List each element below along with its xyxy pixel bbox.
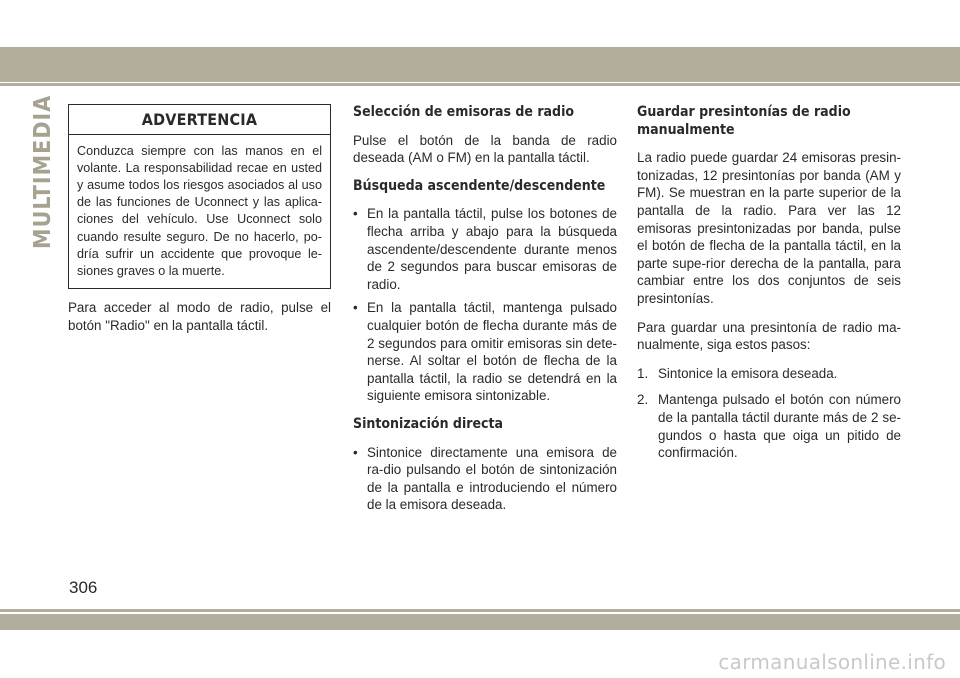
list-item bbox=[637, 365, 901, 383]
footer-rule bbox=[0, 609, 960, 612]
step-number: 2. bbox=[637, 392, 649, 408]
presets-steps bbox=[637, 365, 901, 462]
header-rule bbox=[0, 83, 960, 86]
list-item bbox=[637, 391, 901, 461]
warning-text: Conduzca siempre con las manos en el volante. La responsabilidad recae en usted y asume todos los riesgos asociados al uso de las funciones de Uconnect y las aplica-ciones del vehículo. Use Uconnect solo cuando resulte seguro. De no hacerlo, po-dría sufrir un accidente que provoque le-siones graves o la muerte. bbox=[77, 143, 322, 279]
list-item: • En la pantalla táctil, pulse los botones de flecha arriba y abajo para la búsqueda ascendente/descendente durante menos de 2 segundos para buscar emisoras de radio. bbox=[353, 205, 617, 293]
station-selection-paragraph: Pulse el botón de la banda de radio deseada (AM o FM) en la pantalla táctil. bbox=[353, 132, 617, 166]
heading-station-selection: Selección de emisoras de radio bbox=[353, 104, 575, 120]
column-left bbox=[68, 104, 331, 345]
list-item: • Sintonice directamente una emisora de ra-dio pulsando el botón de sintonización de la pantalla e introduciendo el número de la emisora deseada. bbox=[353, 444, 617, 514]
step-number: 1. bbox=[637, 365, 649, 381]
radio-mode-paragraph: Para acceder al modo de radio, pulse el botón "Radio" en la pantalla táctil. bbox=[68, 300, 331, 333]
step-text: Sintonice la emisora deseada. bbox=[658, 365, 838, 381]
warning-box bbox=[68, 104, 331, 289]
page-number: 306 bbox=[69, 578, 98, 597]
heading-seek: Búsqueda ascendente/descendente bbox=[353, 177, 606, 194]
seek-list bbox=[353, 205, 617, 405]
section-side-label: MULTIMEDIA bbox=[30, 94, 56, 250]
footer-band bbox=[0, 614, 960, 630]
step-text: Mantenga pulsado el botón con número de la pantalla táctil durante más de 2 se-gundos o hasta que oiga un pitido de confirmación. bbox=[658, 392, 901, 461]
warning-title: ADVERTENCIA bbox=[69, 105, 330, 135]
column-right bbox=[637, 104, 901, 471]
list-item: • En la pantalla táctil, mantenga pulsado cualquier botón de flecha durante más de 2 segundos para omitir emisoras sin dete-nerse. Al soltar el botón de flecha de la pantalla táctil, la radio se detendrá en la siguiente emisora sintonizable. bbox=[353, 299, 617, 405]
watermark: carmanualsonline.info bbox=[718, 650, 946, 674]
heading-save-presets: Guardar presintonías de radio manualmente bbox=[637, 104, 851, 138]
heading-direct-tune: Sintonización directa bbox=[353, 415, 503, 432]
column-middle bbox=[353, 104, 617, 525]
header-band bbox=[0, 47, 960, 82]
direct-tune-list bbox=[353, 444, 617, 514]
presets-steps-intro: Para guardar una presintonía de radio ma-nualmente, siga estos pasos: bbox=[637, 319, 901, 353]
presets-paragraph: La radio puede guardar 24 emisoras presin-tonizadas, 12 presintonías por banda (AM y FM). Se muestran en la parte superior de la pantalla de la radio. Para ver las 12 emisoras presintonizadas por banda, pulse el botón de flecha de la pantalla táctil, en la parte supe-rior derecha de la pantalla, para cambiar entre los dos conjuntos de seis presintonías. bbox=[637, 150, 901, 306]
